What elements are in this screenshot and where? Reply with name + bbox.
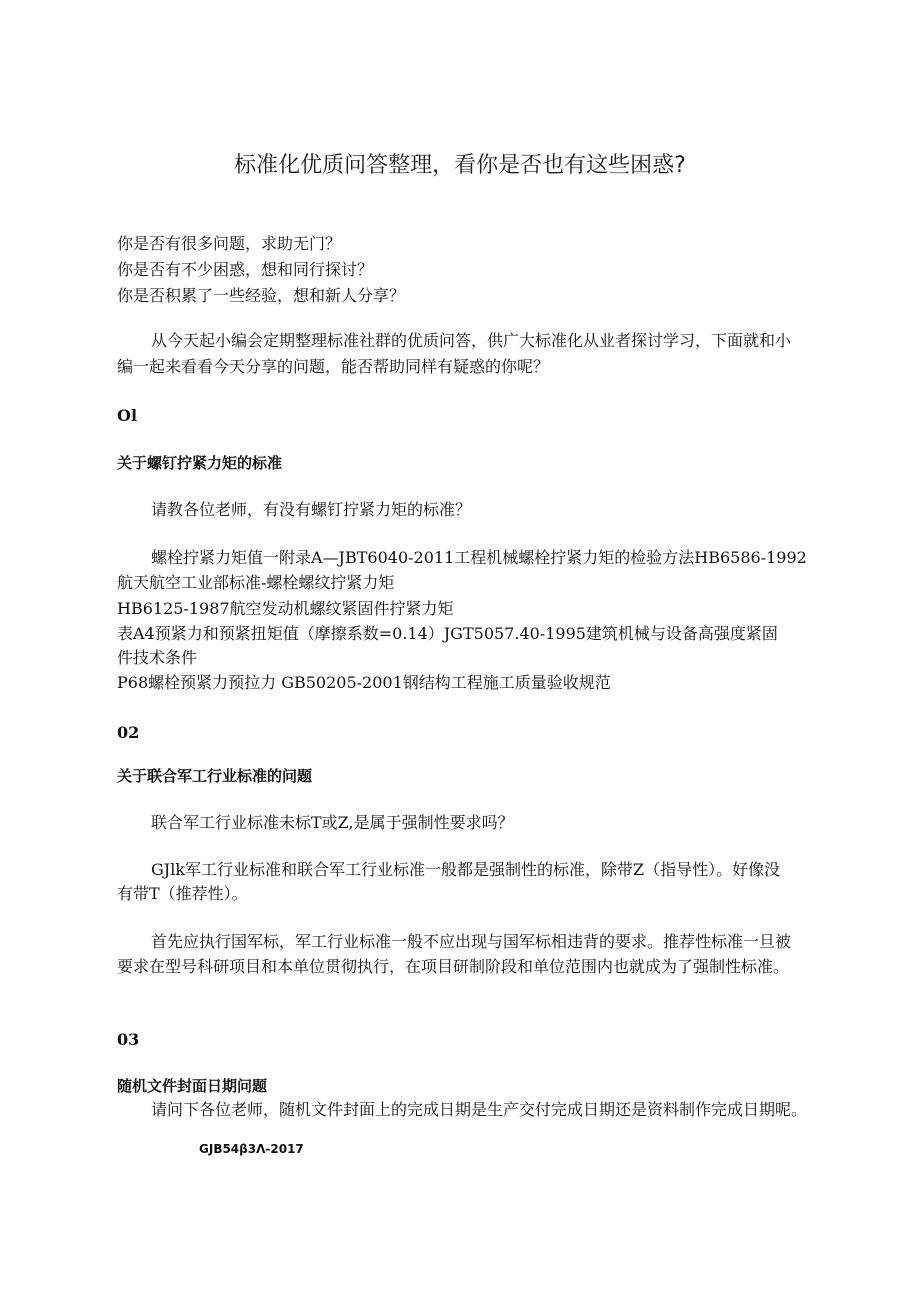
intro-line-1: 你是否有很多问题，求助无门？: [117, 234, 342, 253]
intro-line-3: 你是否积累了一些经验，想和新人分享？: [117, 286, 406, 305]
section-number: Ol: [117, 406, 138, 425]
answer-line: 首先应执行国军标，军工行业标准一般不应出现与国军标相违背的要求。推荐性标准一旦被: [151, 932, 792, 951]
answer-line: 件技术条件: [117, 648, 198, 667]
lead-line-2: 编一起来看看今天分享的问题，能否帮助同样有疑惑的你呢？: [117, 357, 550, 376]
answer-line: 航天航空工业部标准-螺栓螺纹拧紧力矩: [117, 573, 395, 592]
answer-line: 螺栓拧紧力矩值一附录A—JBT6040-2011工程机械螺栓拧紧力矩的检验方法HB6586-1992: [151, 548, 807, 567]
standard-reference: GJB54β3Λ-2017: [199, 1142, 304, 1156]
answer-line: 要求在型号科研项目和本单位贯彻执行，在项目研制阶段和单位范围内也就成为了强制性标准。: [117, 957, 790, 976]
section-heading: 随机文件封面日期问题: [117, 1077, 268, 1095]
lead-line-1: 从今天起小编会定期整理标准社群的优质问答，供广大标准化从业者探讨学习，下面就和小: [151, 331, 792, 350]
answer-line: P68螺栓预紧力预拉力 GB50205-2001钢结构工程施工质量验收规范: [117, 673, 611, 692]
answer-line: 表Α4预紧力和预紧扭矩值（摩擦系数=0.14）JGT5057.40-1995建筑机械与设备高强度紧固: [117, 624, 778, 643]
section-heading: 关于联合军工行业标准的问题: [117, 767, 313, 785]
section-question: 联合军工行业标准未标T或Z,是属于强制性要求吗？: [151, 813, 514, 832]
section-question: 请问下各位老师，随机文件封面上的完成日期是生产交付完成日期还是资料制作完成日期呢。: [151, 1100, 808, 1119]
section-heading: 关于螺钉拧紧力矩的标准: [117, 454, 283, 472]
answer-line: HB6125-1987航空发动机螺纹紧固件拧紧力矩: [117, 599, 454, 618]
section-number: 03: [117, 1030, 140, 1049]
page-title: 标准化优质问答整理，看你是否也有这些困惑?: [234, 153, 686, 178]
answer-line: 有带T（推荐性）。: [117, 884, 248, 903]
intro-line-2: 你是否有不少困惑，想和同行探讨？: [117, 260, 374, 279]
section-number: 02: [117, 723, 140, 742]
section-question: 请教各位老师，有没有螺钉拧紧力矩的标准？: [151, 500, 472, 519]
answer-line: GJlk军工行业标准和联合军工行业标准一般都是强制性的标准，除带Z（指导性）。好像没: [151, 860, 781, 879]
